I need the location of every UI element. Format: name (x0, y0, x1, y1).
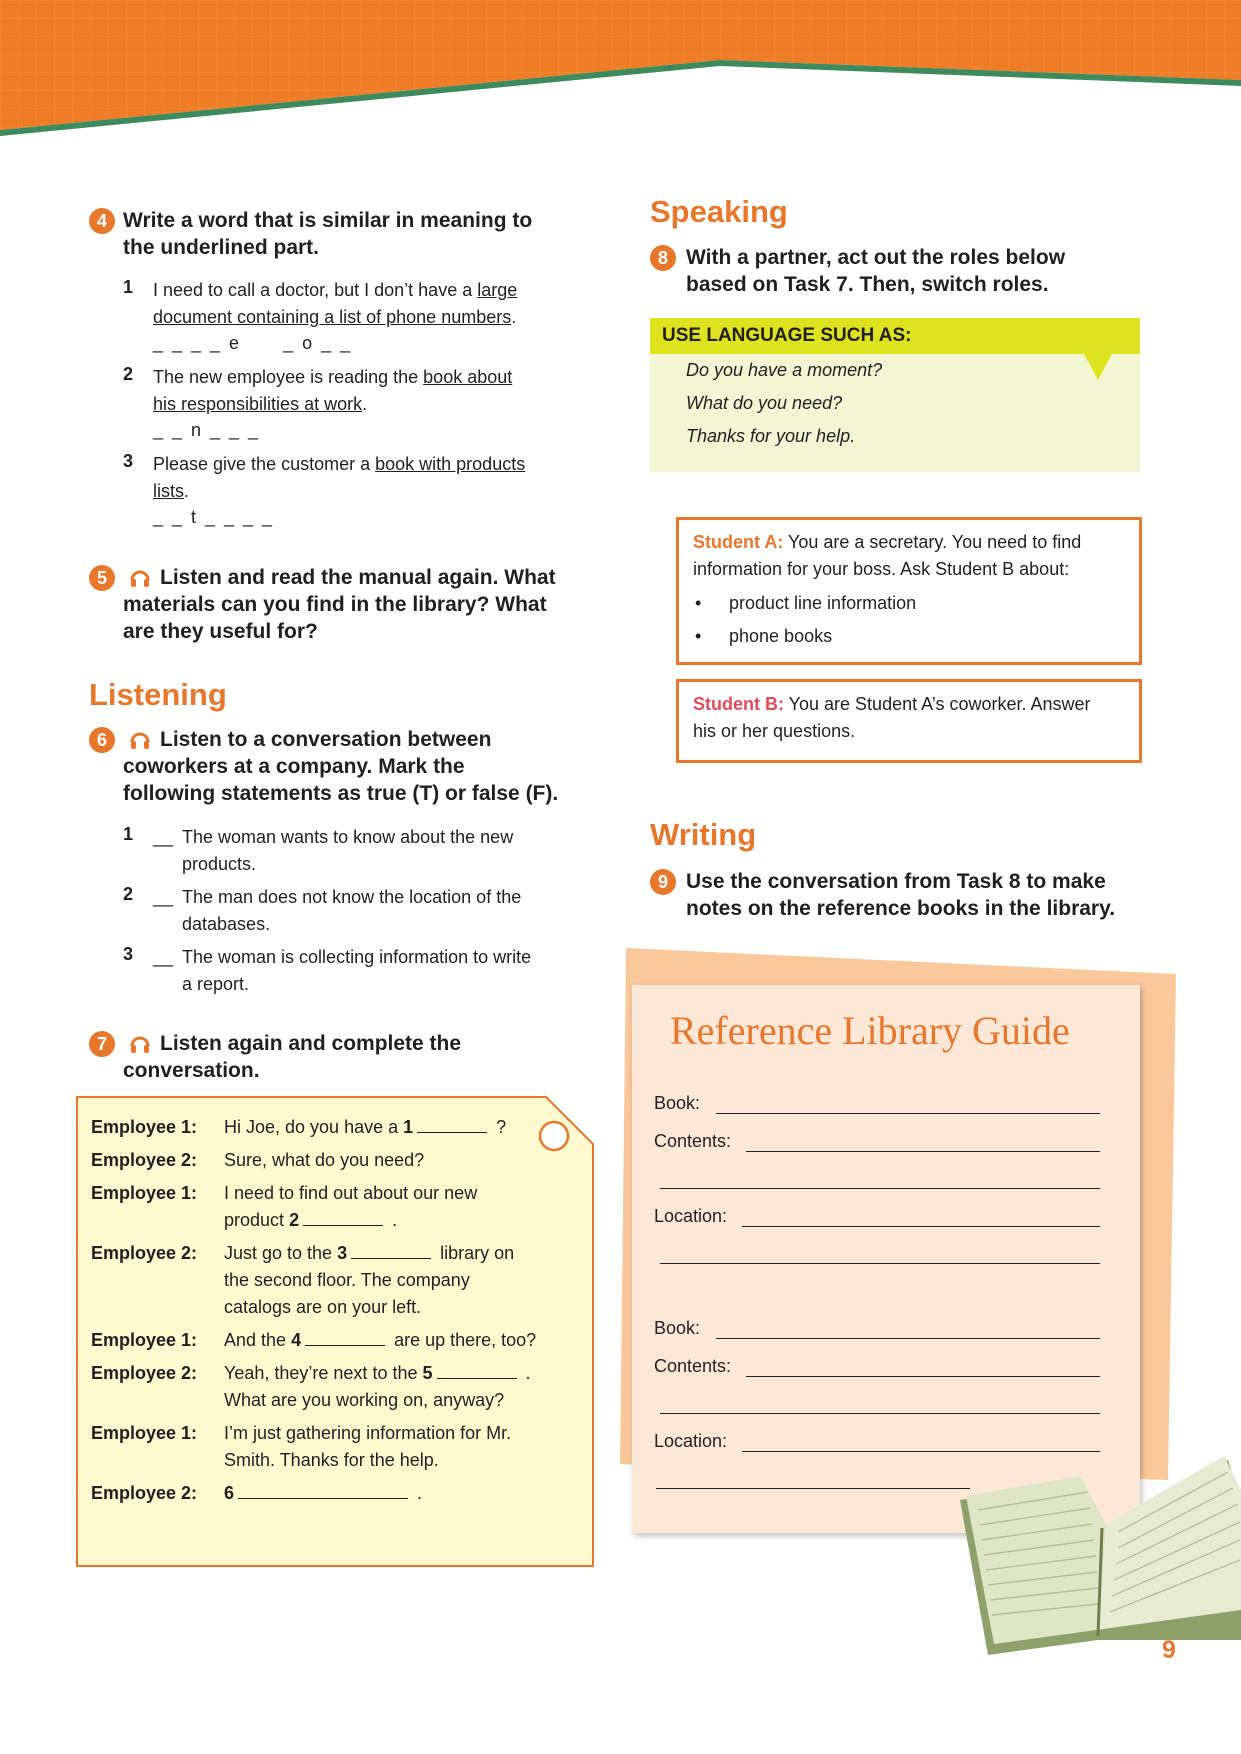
item-text-plain: Please give the customer a (153, 454, 376, 474)
contents-answer-line[interactable] (660, 1413, 1100, 1414)
task-5-line3: are they useful for? (123, 620, 318, 643)
speaker-label: Employee 2: (91, 1363, 198, 1383)
task-4-item-2-number: 2 (123, 364, 134, 384)
speaker-label: Employee 1: (91, 1117, 198, 1137)
underlined-phrase: document containing a list of phone numbers (153, 307, 512, 327)
task-6-item-2-blank[interactable]: __ (153, 887, 174, 907)
task-6-item-3-blank[interactable]: __ (153, 947, 174, 967)
header-band (0, 0, 1241, 140)
task-5-line1: Listen and read the manual again. What (160, 566, 556, 589)
student-b-card (676, 679, 1142, 763)
contents-label: Contents: (654, 1356, 732, 1376)
location-label: Location: (654, 1206, 728, 1226)
location-answer-line[interactable] (660, 1263, 1100, 1264)
underlined-phrase: his responsibilities at work (153, 394, 363, 414)
speaker-label: Employee 1: (91, 1183, 198, 1203)
line-text: And the (224, 1330, 292, 1350)
answer-blank[interactable] (305, 1331, 385, 1346)
task-4-item-1-number: 1 (123, 277, 134, 297)
task-6-item-3-line1: The woman is collecting information to write (182, 947, 532, 967)
item-text-plain: The new employee is reading the (153, 367, 424, 387)
headphones-icon (129, 1033, 151, 1055)
blank-number: 5 (422, 1363, 433, 1383)
line-text: are up there, too? (389, 1330, 537, 1350)
line-text: Smith. Thanks for the help. (224, 1450, 439, 1470)
task-6-item-3-number: 3 (123, 944, 134, 964)
underlined-phrase: lists (153, 481, 184, 501)
task-6-item-1-line2: products. (182, 854, 257, 874)
conversation-line (224, 1327, 564, 1354)
line-text: I’m just gathering information for Mr. (224, 1423, 512, 1443)
conversation-line: I need to find out about our new product 2 . (224, 1183, 478, 1230)
conversation-line (224, 1480, 564, 1507)
bullet-icon: • (695, 626, 702, 646)
task-6-number: 6 (89, 727, 115, 753)
task-6-line3: following statements as true (T) or false (F). (123, 782, 559, 805)
answer-blank[interactable] (351, 1244, 431, 1259)
location-label: Location: (654, 1431, 728, 1451)
open-book-image (958, 1440, 1241, 1670)
task-9-number: 9 (650, 869, 676, 895)
task-4-item-3-number: 3 (123, 451, 134, 471)
line-text: product (224, 1210, 285, 1230)
location-answer-line[interactable] (656, 1488, 970, 1489)
conversation-line (224, 1114, 564, 1141)
speaker-label: Employee 2: (91, 1483, 198, 1503)
task-7-line1: Listen again and complete the (160, 1032, 462, 1055)
language-box-header (650, 318, 1140, 354)
speaker-label: Employee 1: (91, 1330, 198, 1350)
item-text-plain: . (362, 394, 368, 414)
line-text: . (412, 1483, 423, 1503)
answer-blank[interactable] (437, 1364, 517, 1379)
task-4-item-1-text (153, 277, 573, 331)
answer-blank[interactable] (303, 1211, 383, 1226)
student-a-text (693, 529, 1133, 583)
speech-pointer-icon (1083, 352, 1113, 380)
task-5-line2: materials can you find in the library? What (123, 593, 547, 616)
task-7-number: 7 (89, 1031, 115, 1057)
task-4-item-2-hint: _ _ n _ _ _ (153, 420, 261, 440)
location-answer-line[interactable] (742, 1226, 1100, 1227)
conversation-line (224, 1420, 564, 1474)
student-b-line: his or her questions. (693, 721, 856, 741)
contents-answer-line[interactable] (660, 1188, 1100, 1189)
underlined-phrase: large (477, 280, 518, 300)
item-text-plain: . (511, 307, 517, 327)
task-4-number: 4 (89, 208, 115, 234)
conversation-line (224, 1360, 564, 1414)
contents-answer-line[interactable] (746, 1151, 1100, 1152)
line-text: ? (491, 1117, 507, 1137)
student-b-line: You are Student A’s coworker. Answer (783, 694, 1091, 714)
task-6-item-2-number: 2 (123, 884, 134, 904)
book-label: Book: (654, 1093, 701, 1113)
guide-title: Reference Library Guide (670, 1008, 1070, 1053)
line-text: I need to find out about our new (224, 1183, 478, 1203)
task-4-item-3-hint: _ _ t _ _ _ _ (153, 507, 275, 527)
task-4-instruction-line1: Write a word that is similar in meaning to (123, 209, 533, 232)
task-4-instruction-line2: the underlined part. (123, 236, 320, 259)
task-6-item-3-line2: a report. (182, 974, 250, 994)
task-6-item-1-line1: The woman wants to know about the new (182, 827, 514, 847)
line-text: . (520, 1363, 531, 1383)
writing-heading: Writing (650, 817, 757, 852)
task-8-number: 8 (650, 245, 676, 271)
bullet-icon: • (695, 593, 702, 613)
student-a-card (676, 517, 1142, 665)
student-a-label: Student A: (693, 532, 784, 552)
speaking-heading: Speaking (650, 194, 788, 229)
conversation-line: Sure, what do you need? (224, 1150, 425, 1170)
line-text: catalogs are on your left. (224, 1297, 422, 1317)
blank-number: 2 (289, 1210, 300, 1230)
page-number: 9 (1162, 1636, 1176, 1664)
student-b-label: Student B: (693, 694, 784, 714)
student-b-text (693, 691, 1133, 745)
line-text: What are you working on, anyway? (224, 1390, 505, 1410)
book-label: Book: (654, 1318, 701, 1338)
line-text: Just go to the (224, 1243, 338, 1263)
line-text: Hi Joe, do you have a (224, 1117, 404, 1137)
underlined-phrase: book with products (375, 454, 526, 474)
task-6-item-1-number: 1 (123, 824, 134, 844)
task-4-item-3-text (153, 451, 573, 505)
task-6-line1: Listen to a conversation between (160, 728, 492, 751)
task-6-item-2-line1: The man does not know the location of the (182, 887, 522, 907)
speaker-label: Employee 2: (91, 1243, 198, 1263)
conversation-line (224, 1240, 564, 1321)
task-6-line2: coworkers at a company. Mark the (123, 755, 465, 778)
line-text: Yeah, they’re next to the (224, 1363, 423, 1383)
task-4-item-2-text (153, 364, 573, 418)
contents-label: Contents: (654, 1131, 732, 1151)
speaker-label: Employee 2: (91, 1150, 198, 1170)
language-box (650, 318, 1140, 472)
task-6-item-1-blank[interactable]: __ (153, 827, 174, 847)
answer-blank[interactable] (238, 1484, 408, 1499)
blank-number: 4 (291, 1330, 302, 1350)
book-answer-line[interactable] (716, 1338, 1100, 1339)
language-phrase: What do you need? (686, 393, 843, 413)
language-phrase: Do you have a moment? (686, 360, 883, 380)
underlined-phrase: book about (423, 367, 513, 387)
language-phrase: Thanks for your help. (686, 426, 856, 446)
answer-blank[interactable] (417, 1118, 487, 1133)
item-text-plain: I need to call a doctor, but I don’t have a (153, 280, 478, 300)
task-4-item-1-hint: _ _ _ _ e _ o _ _ (153, 333, 353, 353)
listening-heading: Listening (89, 677, 227, 712)
item-text-plain: . (184, 481, 190, 501)
line-text: library on (435, 1243, 515, 1263)
task-9-line1: Use the conversation from Task 8 to make (686, 870, 1106, 893)
contents-answer-line[interactable] (746, 1376, 1100, 1377)
speaker-label: Employee 1: (91, 1423, 198, 1443)
task-8-line1: With a partner, act out the roles below (686, 246, 1066, 269)
student-a-line: You are a secretary. You need to find (783, 532, 1082, 552)
headphones-icon (129, 729, 151, 751)
book-answer-line[interactable] (716, 1113, 1100, 1114)
task-8-line2: based on Task 7. Then, switch roles. (686, 273, 1049, 296)
blank-number: 1 (403, 1117, 414, 1137)
conversation-box (76, 1096, 594, 1568)
student-a-bullet: product line information (729, 593, 917, 613)
headphones-icon (129, 567, 151, 589)
task-6-item-2-line2: databases. (182, 914, 271, 934)
student-a-bullet: phone books (729, 626, 833, 646)
student-a-line: information for your boss. Ask Student B about: (693, 559, 1070, 579)
line-text: the second floor. The company (224, 1270, 470, 1290)
blank-number: 6 (224, 1483, 235, 1503)
task-5-number: 5 (89, 565, 115, 591)
blank-number: 3 (337, 1243, 348, 1263)
task-7-line2: conversation. (123, 1059, 260, 1082)
task-9-line2: notes on the reference books in the library. (686, 897, 1116, 920)
language-box-heading: USE LANGUAGE SUCH AS: (662, 325, 912, 346)
